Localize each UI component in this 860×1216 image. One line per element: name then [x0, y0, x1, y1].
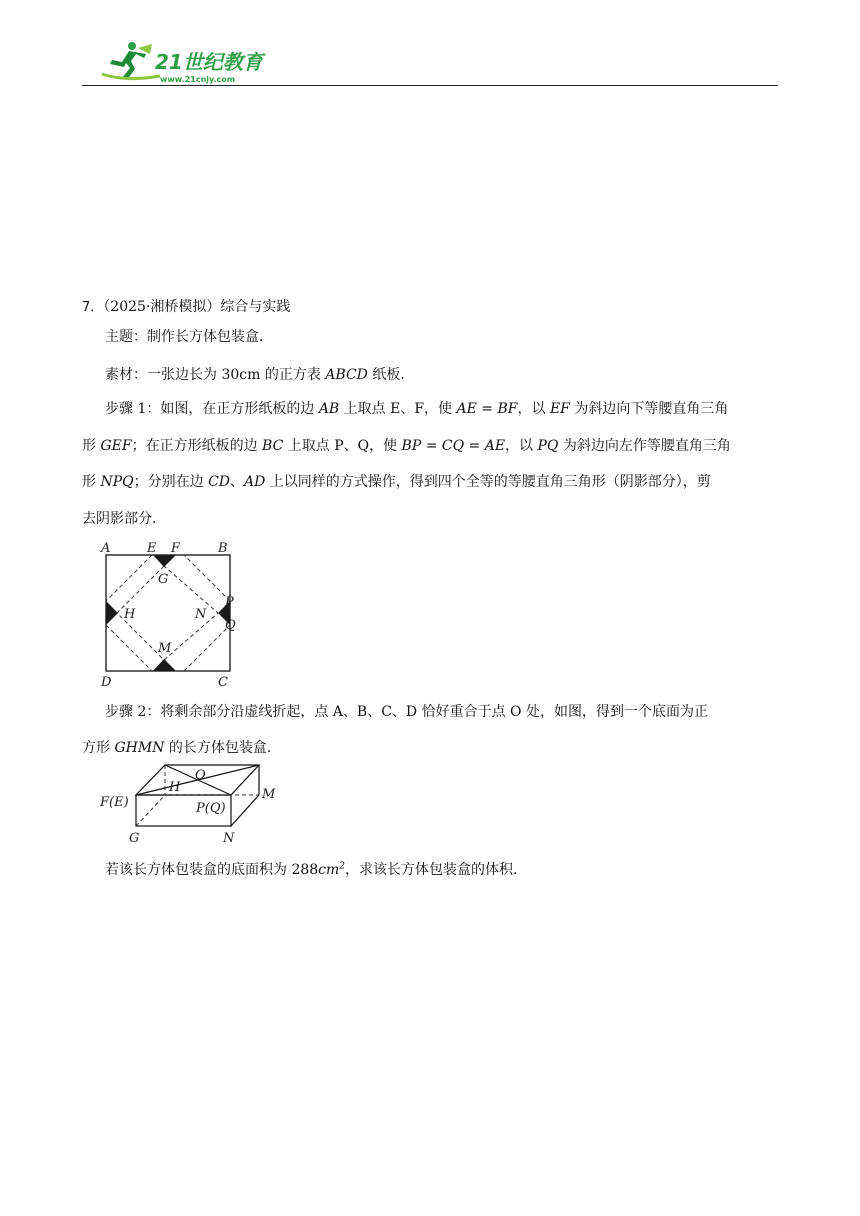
- label-Q: Q: [225, 618, 236, 633]
- text: ；分别在边: [133, 474, 209, 490]
- math: CD: [208, 474, 230, 490]
- text: 的长方体包装盒．: [164, 740, 281, 756]
- step2-line2: [82, 738, 281, 758]
- label-M2: M: [262, 787, 276, 802]
- label-H2: H: [169, 780, 181, 795]
- label-N2: N: [223, 831, 235, 846]
- math: NPQ: [100, 474, 134, 490]
- step1-line4: 去阴影部分．: [82, 511, 166, 527]
- label-H: H: [124, 607, 136, 622]
- text: 若该长方体包装盒的底面积为 288: [105, 862, 319, 878]
- text: 为斜边向下等腰直角三角: [569, 401, 729, 417]
- text: ，以: [505, 438, 538, 454]
- logo-text: 21世纪教育: [155, 50, 263, 74]
- text: 形: [82, 474, 101, 490]
- triangle-m: [153, 659, 176, 671]
- label-A: A: [101, 541, 111, 556]
- label-P: P: [225, 595, 234, 610]
- math: AE = BF: [456, 401, 518, 417]
- theme-line: 主题：制作长方体包装盒．: [105, 329, 273, 345]
- math: PQ: [537, 438, 559, 454]
- math: AD: [244, 474, 266, 490]
- text: ，求该长方体包装盒的体积．: [345, 862, 528, 878]
- logo-url: www.21cnjy.com: [160, 75, 236, 84]
- material-prefix: 素材：一张边长为 30cm 的正方表: [105, 367, 326, 383]
- question-title: [82, 297, 290, 318]
- runner-icon: [102, 42, 160, 80]
- math: GEF: [100, 438, 132, 454]
- label-FE: F(E): [100, 795, 129, 810]
- square-name: ABCD: [325, 367, 368, 383]
- label-O: O: [195, 768, 206, 783]
- label-E: E: [147, 541, 157, 556]
- math: AB: [318, 401, 340, 417]
- label-B: B: [218, 541, 228, 556]
- text: 形: [82, 438, 101, 454]
- text: 上取点 P、Q，使: [283, 438, 402, 454]
- text: ；在正方形纸板的边: [131, 438, 263, 454]
- unit: cm: [318, 862, 340, 878]
- label-C: C: [218, 675, 228, 690]
- ask-line: [105, 860, 527, 880]
- text: 为斜边向左作等腰直角三角: [558, 438, 731, 454]
- text: 上以同样的方式操作，得到四个全等的等腰直角三角形（阴影部分），剪: [265, 474, 711, 490]
- text: 步骤 1：如图，在正方形纸板的边: [105, 401, 319, 417]
- question-number: 7．: [82, 300, 104, 315]
- material-line: [105, 365, 414, 385]
- math: BP = CQ = AE: [401, 438, 506, 454]
- text: 上取点 E、F，使: [339, 401, 457, 417]
- step1-line1: [105, 399, 728, 419]
- step1-line3: [82, 472, 711, 492]
- math: GHMN: [114, 740, 165, 756]
- exponent: 2: [339, 861, 346, 872]
- label-G2: G: [129, 831, 140, 846]
- question-source: （2025·湘桥模拟）: [103, 299, 221, 315]
- step2-line1: 步骤 2：将剩余部分沿虚线折起，点 A、B、C、D 恰好重合于点 O 处，如图，得到一个底面为正: [105, 704, 708, 720]
- label-N: N: [195, 607, 207, 622]
- material-suffix: 纸板．: [367, 367, 415, 383]
- math: BC: [262, 438, 284, 454]
- label-PQ: P(Q): [196, 801, 226, 816]
- figure-box: [98, 762, 284, 846]
- triangle-h: [106, 601, 118, 625]
- label-G: G: [158, 572, 169, 587]
- logo: [100, 40, 275, 86]
- triangle-gef: [153, 555, 176, 567]
- text: ，以: [517, 401, 550, 417]
- step1-line2: [82, 436, 731, 456]
- header-rule: [82, 85, 778, 86]
- text: 方形: [82, 740, 115, 756]
- label-F: F: [171, 541, 181, 556]
- label-M: M: [158, 641, 172, 656]
- text: 、: [230, 474, 244, 490]
- label-D: D: [101, 675, 112, 690]
- math: EF: [549, 401, 570, 417]
- question-type: 综合与实践: [220, 299, 291, 315]
- figure-square-board: [98, 538, 244, 690]
